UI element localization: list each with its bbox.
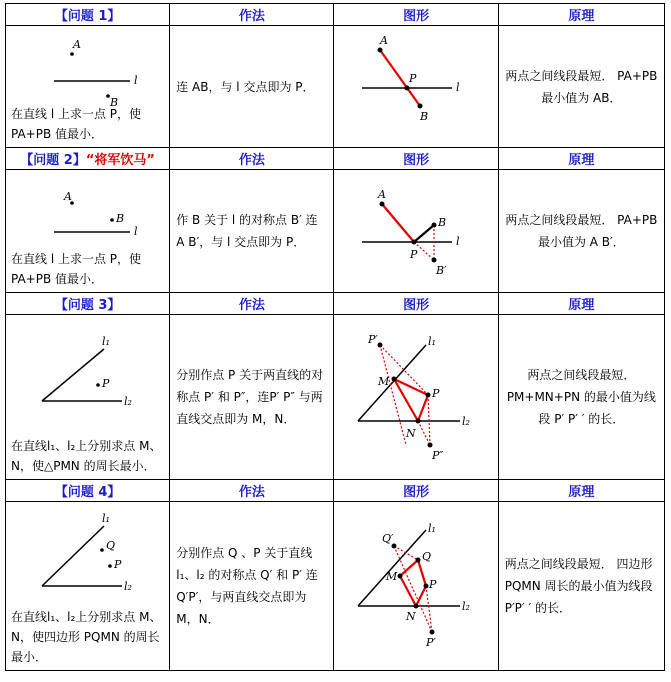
label-l: l (134, 74, 138, 87)
principle-2: 两点之间线段最短． PA+PB 最小值为 A B′． (498, 170, 664, 293)
method-2: 作 B 关于 l 的对称点 B′ 连 A B′，与 l 交点即为 P． (170, 170, 334, 293)
label-B: B (110, 96, 119, 109)
method-header-2: 作法 (170, 148, 334, 170)
svg-text:P′: P′ (368, 333, 379, 346)
svg-text:P: P (410, 248, 418, 261)
principle-header: 原理 (498, 4, 664, 26)
svg-text:N: N (406, 427, 417, 440)
svg-text:l₂: l₂ (462, 600, 471, 613)
problem-3-cell (6, 315, 170, 480)
figure-2 (334, 170, 498, 293)
problem-1-cell (6, 26, 170, 148)
svg-text:l₂: l₂ (462, 415, 471, 428)
problem-1-title: 【问题 1】 (6, 4, 170, 26)
svg-text:l₂: l₂ (124, 580, 132, 593)
principle-header-2: 原理 (498, 148, 664, 170)
figure-1-diagram (334, 26, 497, 147)
svg-text:B: B (438, 216, 447, 229)
figure-header-4: 图形 (334, 480, 498, 502)
svg-text:B′: B′ (436, 264, 448, 277)
principle-3: 两点之间线段最短． PM+MN+PN 的最小值为线段 P′ P′ ′ 的长． (498, 315, 664, 480)
svg-text:B: B (420, 110, 429, 123)
svg-text:l: l (134, 225, 138, 238)
svg-text:N: N (406, 610, 417, 623)
svg-text:l₁: l₁ (102, 335, 110, 348)
svg-text:l₂: l₂ (124, 395, 132, 408)
svg-text:l: l (456, 235, 460, 248)
svg-text:P″: P″ (432, 449, 444, 462)
principle-1: 两点之间线段最短． PA+PB 最小值为 AB． (498, 26, 664, 148)
problem-table (5, 3, 665, 671)
method-header-4: 作法 (170, 480, 334, 502)
svg-text:P: P (114, 558, 122, 571)
svg-text:A: A (378, 188, 387, 201)
method-3: 分别作点 P 关于两直线的对称点 P′ 和 P″，连P′ P″ 与两直线交点即为 M，N． (170, 315, 334, 480)
problem-3-statement: 在直线l₁、l₂上分别求点 M、N，使△PMN 的周长最小． (11, 439, 162, 473)
figure-2-diagram (334, 170, 497, 292)
principle-4: 两点之间线段最短． 四边形 PQMN 周长的最小值为线段 P′P′ ′ 的长． (498, 502, 664, 671)
figure-4-diagram (334, 502, 497, 670)
problem-4-statement: 在直线l₁、l₂上分别求点 M、N，使四边形 PQMN 的周长最小． (11, 610, 162, 664)
svg-text:l₁: l₁ (428, 522, 437, 535)
svg-text:P: P (409, 72, 417, 85)
problem-1-statement: 在直线 l 上求一点 P，使 PA+PB 值最小． (11, 107, 142, 141)
figure-header: 图形 (334, 4, 498, 26)
svg-text:Q′: Q′ (382, 532, 394, 545)
method-4: 分别作点 Q 、P 关于直线 l₁、l₂ 的对称点 Q′ 和 P′ 连 Q′P′，与两直线交点即为 M，N． (170, 502, 334, 671)
figure-3-diagram (334, 315, 497, 479)
svg-text:A: A (64, 190, 72, 203)
svg-text:A: A (380, 34, 389, 47)
svg-text:M: M (386, 570, 398, 583)
method-header-3: 作法 (170, 293, 334, 315)
svg-text:P′: P′ (426, 636, 437, 649)
problem-4-title: 【问题 4】 (6, 480, 170, 502)
figure-4 (334, 502, 498, 671)
svg-text:P: P (102, 377, 110, 390)
figure-3 (334, 315, 498, 480)
principle-header-4: 原理 (498, 480, 664, 502)
figure-header-2: 图形 (334, 148, 498, 170)
problem-4-cell (6, 502, 170, 671)
label-A: A (73, 38, 81, 51)
problem-2-title: 【问题 2】“将军饮马” (6, 148, 170, 170)
problem-2-cell (6, 170, 170, 293)
svg-text:Q: Q (422, 550, 432, 563)
problem-2-statement: 在直线 l 上求一点 P，使 PA+PB 值最小． (11, 252, 142, 286)
svg-text:B: B (116, 212, 125, 225)
svg-text:l: l (456, 81, 460, 94)
svg-text:l₁: l₁ (102, 512, 110, 525)
method-1: 连 AB，与 l 交点即为 P． (170, 26, 334, 148)
svg-text:P: P (432, 387, 440, 400)
svg-text:P: P (429, 578, 437, 591)
principle-header-3: 原理 (498, 293, 664, 315)
svg-text:l₁: l₁ (428, 335, 437, 348)
svg-text:M: M (378, 375, 390, 388)
method-header: 作法 (170, 4, 334, 26)
problem-3-title: 【问题 3】 (6, 293, 170, 315)
figure-header-3: 图形 (334, 293, 498, 315)
svg-text:Q: Q (106, 539, 116, 552)
figure-1 (334, 26, 498, 148)
